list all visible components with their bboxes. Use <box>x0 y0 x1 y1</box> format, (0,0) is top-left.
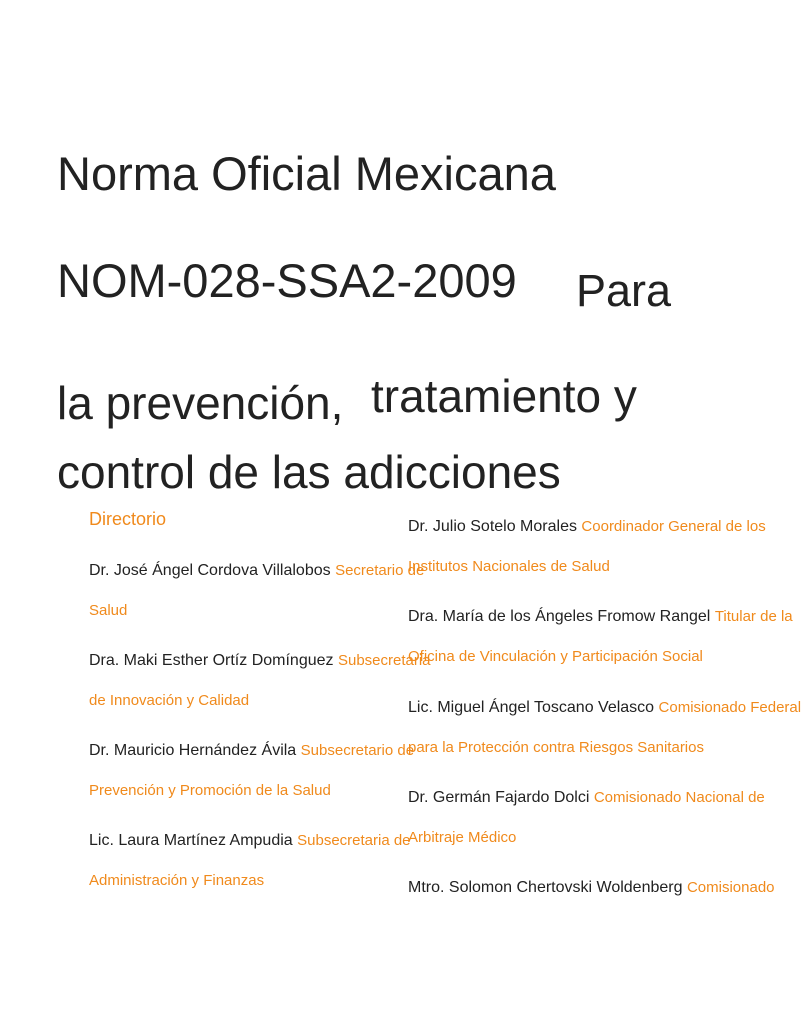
person-name: Lic. Miguel Ángel Toscano Velasco <box>408 699 655 716</box>
directory-entry <box>408 507 808 587</box>
directory-entry <box>89 551 449 631</box>
person-name: Lic. Laura Martínez Ampudia <box>89 832 293 849</box>
title-line-3b: tratamiento y <box>371 370 637 422</box>
directory-entry <box>89 821 449 901</box>
person-role: Subsecretaria de Innovación y Calidad <box>89 652 431 709</box>
directory-entry <box>408 868 808 908</box>
directory-heading: Directorio <box>89 509 167 529</box>
title-line-1: Norma Oficial Mexicana <box>57 147 556 200</box>
person-name: Dr. Germán Fajardo Dolci <box>408 789 590 806</box>
directory-entry <box>408 597 808 677</box>
directory-entry <box>89 731 449 811</box>
directory-entry <box>408 778 808 858</box>
title-line-3a: la prevención, <box>57 377 344 429</box>
person-name: Dr. Julio Sotelo Morales <box>408 518 577 535</box>
person-role: Subsecretaria de Administración y Finanzas <box>89 832 411 889</box>
title-line-4: control de las adicciones <box>57 446 561 498</box>
person-role: Comisionado Nacional de Arbitraje Médico <box>408 789 765 846</box>
person-role: Titular de la Oficina de Vinculación y Participación Social <box>408 608 793 665</box>
person-name: Dr. Mauricio Hernández Ávila <box>89 742 297 759</box>
directory-entry <box>408 688 808 768</box>
person-role: Secretario de Salud <box>89 562 425 619</box>
person-name: Mtro. Solomon Chertovski Woldenberg <box>408 879 683 896</box>
person-role: Comisionado Federal para la Protección contra Riesgos Sanitarios <box>408 699 802 756</box>
directory-entry <box>89 641 449 721</box>
person-name: Dra. Maki Esther Ortíz Domínguez <box>89 652 334 669</box>
title-line-2b: Para <box>576 265 672 316</box>
title-line-2: NOM-028-SSA2-2009 <box>57 254 517 307</box>
person-name: Dr. José Ángel Cordova Villalobos <box>89 562 331 579</box>
person-role: Comisionado <box>686 879 775 896</box>
person-role: Coordinador General de los Institutos Nacionales de Salud <box>408 518 766 575</box>
person-role: Subsecretario de Prevención y Promoción de la Salud <box>89 742 415 799</box>
person-name: Dra. María de los Ángeles Fromow Rangel <box>408 608 711 625</box>
